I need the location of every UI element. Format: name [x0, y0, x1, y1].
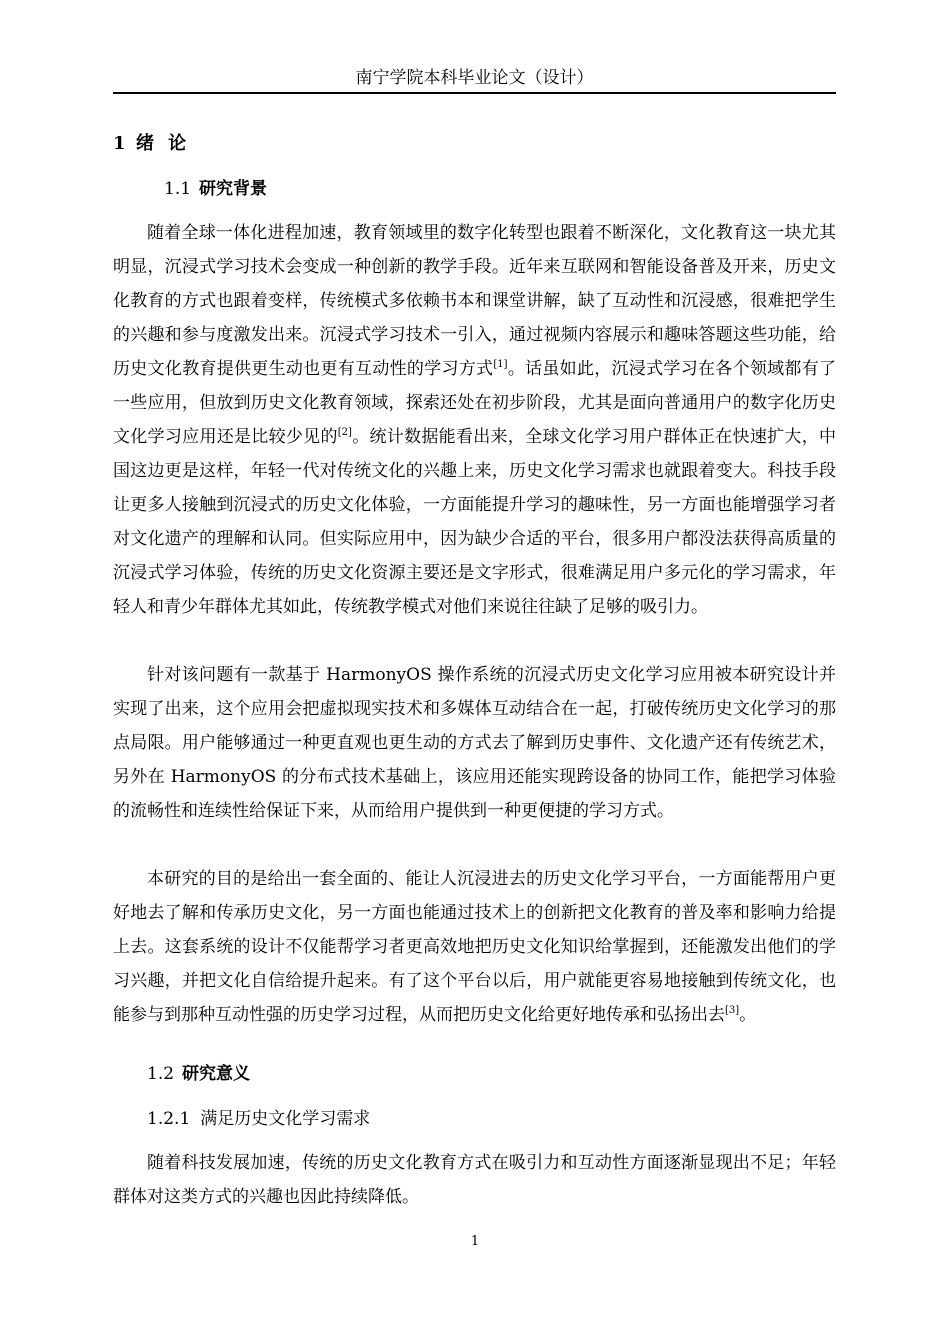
page-number: 1 [470, 1234, 480, 1249]
page-header [113, 64, 836, 94]
paragraph-text: 。 [739, 1005, 757, 1025]
paragraph-text: 。话虽如此，沉浸式学习在各个领域都有了一些应用，但放到历史文化教育领域，探索还处在初步阶段，尤其是面向普通用户的数字化历史文化学习应用还是比较少见的 [113, 359, 837, 447]
subsection-number: 1.2.1 [147, 1109, 191, 1129]
chapter-number: 1 [113, 133, 127, 154]
subsection-heading [147, 1105, 370, 1133]
paragraph-text: 。统计数据能看出来，全球文化学习用户群体正在快速扩大，中国这边更是这样，年轻一代对传统文化的兴趣上来，历史文化学习需求也就跟着变大。科技手段让更多人接触到沉浸式的历史文化体验，一方面能提升学习的趣味性，另一方面也能增强学习者对文化遗产的理解和认同。但实际应用中，因为缺少合适的平台，很多用户都没法获得高质量的沉浸式学习体验，传统的历史文化资源主要还是文字形式，很难满足用户多元化的学习需求，年轻人和青少年群体尤其如此，传统教学模式对他们来说往往缺了足够的吸引力。 [113, 427, 836, 617]
section-number: 1.1 [164, 179, 192, 199]
section-title: 研究意义 [182, 1064, 251, 1084]
citation-ref[interactable]: [1] [493, 359, 508, 370]
citation-ref[interactable]: [3] [725, 1005, 740, 1016]
section-title: 研究背景 [199, 179, 268, 199]
citation-ref[interactable]: [2] [337, 427, 352, 438]
paragraph-purpose [113, 862, 836, 1032]
paragraph-design [113, 658, 836, 828]
header-title: 南宁学院本科毕业论文（设计） [355, 68, 594, 88]
section-heading-significance [147, 1060, 250, 1088]
paragraph-text: 本研究的目的是给出一套全面的、能让人沉浸进去的历史文化学习平台，一方面能帮用户更好地去了解和传承历史文化，另一方面也能通过技术上的创新把文化教育的普及率和影响力给提上去。这套系统的设计不仅能帮学习者更高效地把历史文化知识给掌握到，还能激发出他们的学习兴趣，并把文化自信给提升起来。有了这个平台以后，用户就能更容易地接触到传统文化，也能参与到那种互动性强的历史学习过程，从而把历史文化给更好地传承和弘扬出去 [113, 869, 836, 1025]
paragraph-significance [113, 1146, 836, 1214]
chapter-title [113, 130, 187, 158]
section-heading-background [164, 175, 267, 203]
paragraph-text: 随着全球一体化进程加速，教育领域里的数字化转型也跟着不断深化，文化教育这一块尤其明显，沉浸式学习技术会变成一种创新的教学手段。近年来互联网和智能设备普及开来，历史文化教育的方式也跟着变样，传统模式多依赖书本和课堂讲解，缺了互动性和沉浸感，很难把学生的兴趣和参与度激发出来。沉浸式学习技术一引入，通过视频内容展示和趣味答题这些功能，给历史文化教育提供更生动也更有互动性的学习方式 [113, 223, 836, 379]
chapter-title-text: 绪 论 [136, 133, 187, 154]
subsection-title: 满足历史文化学习需求 [200, 1109, 371, 1129]
paragraph-text: 针对该问题有一款基于 HarmonyOS 操作系统的沉浸式历史文化学习应用被本研究设计并实现了出来，这个应用会把虚拟现实技术和多媒体互动结合在一起，打破传统历史文化学习的那点局限。用户能够通过一种更直观也更生动的方式去了解到历史事件、文化遗产还有传统艺术，另外在 HarmonyOS 的分布式技术基础上，该应用还能实现跨设备的协同工作，能把学习体验的流畅性和连续性给保证下来，从而给用户提供到一种更便捷的学习方式。 [113, 665, 836, 821]
section-number: 1.2 [147, 1064, 175, 1084]
paragraph-background [113, 216, 836, 624]
paragraph-text: 随着科技发展加速，传统的历史文化教育方式在吸引力和互动性方面逐渐显现出不足；年轻群体对这类方式的兴趣也因此持续降低。 [113, 1153, 836, 1207]
